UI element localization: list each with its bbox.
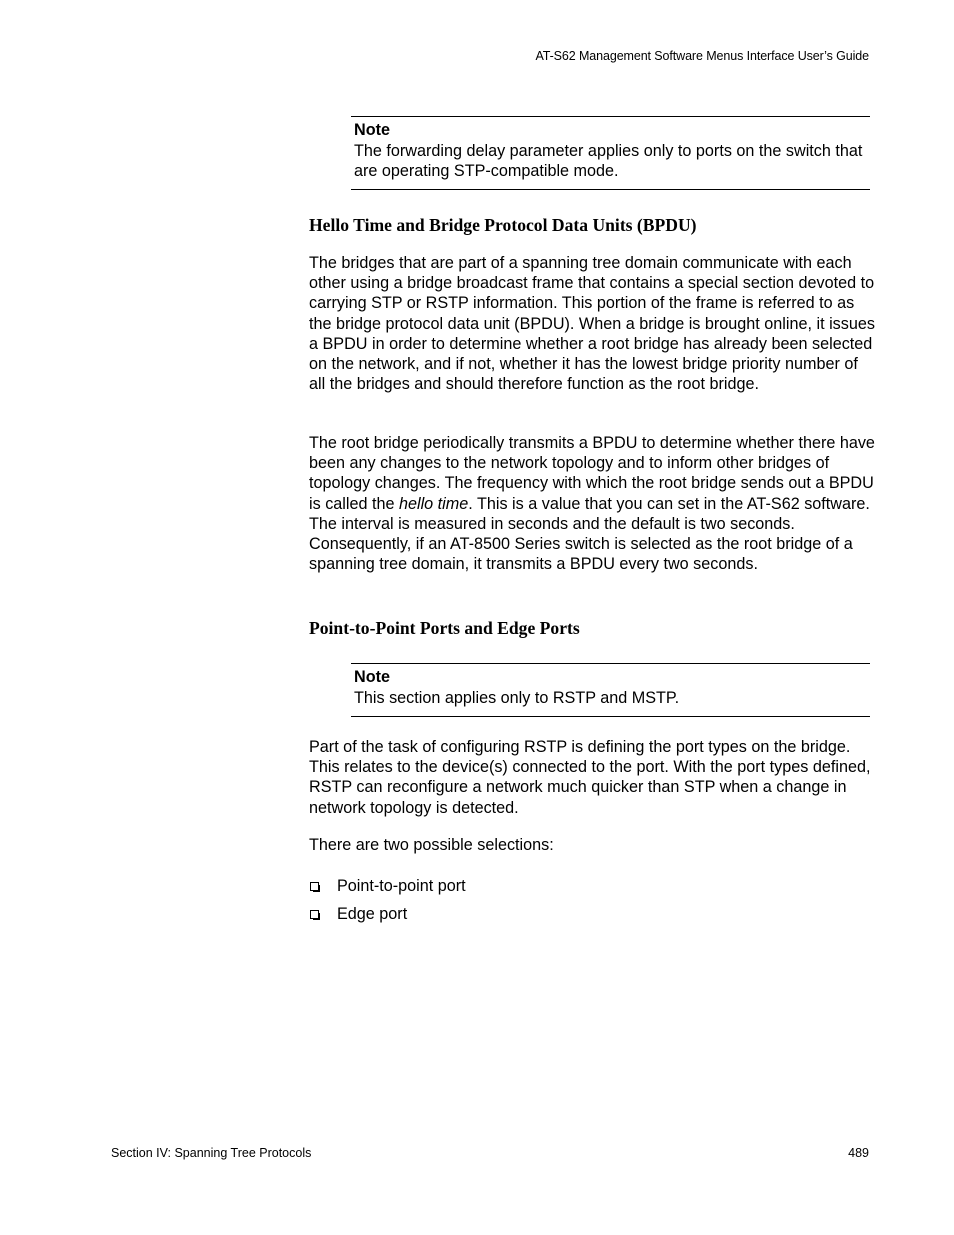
note-box <box>351 663 870 717</box>
selection-list <box>309 872 466 928</box>
list-item-label: Point-to-point port <box>337 876 466 895</box>
paragraph: There are two possible selections: <box>309 836 554 854</box>
section-heading-point-to-point: Point-to-Point Ports and Edge Ports <box>309 618 580 638</box>
paragraph <box>309 433 875 574</box>
list-item <box>309 900 466 928</box>
section-heading-hello-time: Hello Time and Bridge Protocol Data Units (BPDU) <box>309 215 697 235</box>
footer-section: Section IV: Spanning Tree Protocols <box>111 1146 312 1160</box>
running-header: AT-S62 Management Software Menus Interface User’s Guide <box>535 49 869 63</box>
note-title: Note <box>354 668 390 686</box>
note-title: Note <box>354 121 390 139</box>
paragraph-text: . This is a value that you can set in the AT-S62 software. The interval is measured in seconds and the default is two seconds. Consequently, if an AT-8500 Series switch is selected as the root bridge of a spanning tree domain, it transmits a BPDU every two seconds. <box>309 494 870 574</box>
paragraph-text: The root bridge periodically transmits a BPDU to determine whether there have been any changes to the network topology and to inform other bridges of topology changes. The frequency with which the root bridge sends out a BPDU is called the <box>309 434 875 513</box>
note-text: This section applies only to RSTP and MSTP. <box>354 688 680 707</box>
note-box <box>351 116 870 190</box>
checkbox-bullet-icon <box>310 910 319 919</box>
paragraph: Part of the task of configuring RSTP is defining the port types on the bridge. This relates to the device(s) connected to the port. With the port types defined, RSTP can reconfigure a network much quicker than STP when a change in network topology is detected. <box>309 738 871 817</box>
checkbox-bullet-icon <box>310 882 319 891</box>
note-text: The forwarding delay parameter applies only to ports on the switch that are operating STP-compatible mode. <box>354 141 863 180</box>
list-item-label: Edge port <box>337 904 408 923</box>
paragraph: The bridges that are part of a spanning tree domain communicate with each other using a bridge broadcast frame that contains a special section devoted to carrying STP or RSTP information. This portion of the frame is referred to as the bridge protocol data unit (BPDU). When a bridge is brought online, it issues a BPDU in order to determine whether a root bridge has already been selected on the network, and if not, whether it has the lowest bridge priority number of all the bridges and should therefore function as the root bridge. <box>309 254 875 394</box>
page-number: 489 <box>848 1146 869 1160</box>
list-item <box>309 872 466 900</box>
emphasis-term: hello time <box>398 494 469 513</box>
